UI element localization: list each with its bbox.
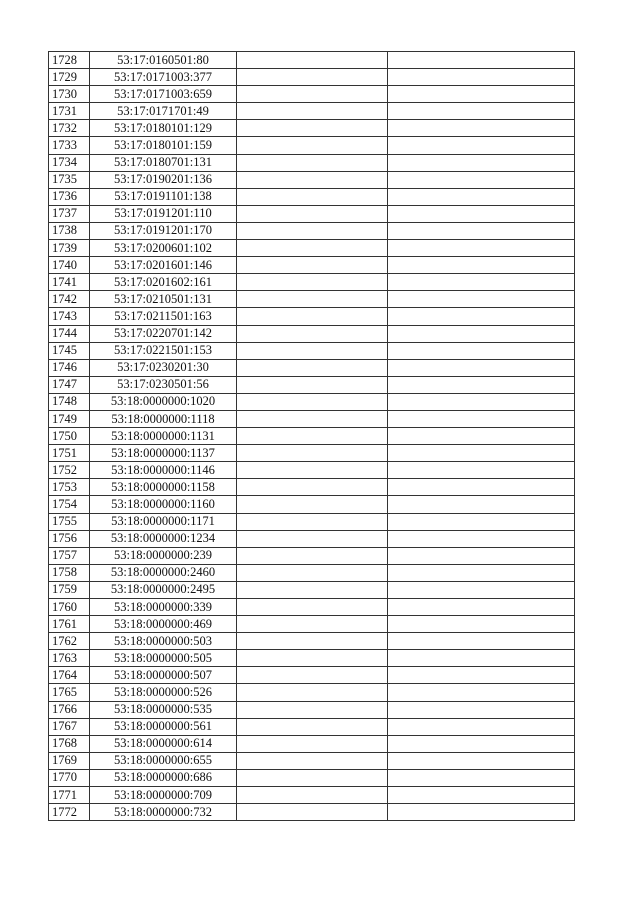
table-row [49, 616, 575, 633]
row-number-cell: 1764 [49, 667, 90, 684]
empty-cell-col3 [237, 599, 388, 616]
cadastral-number-cell: 53:18:0000000:1131 [90, 428, 237, 445]
row-number-cell: 1758 [49, 564, 90, 581]
empty-cell-col4 [388, 359, 575, 376]
empty-cell-col3 [237, 564, 388, 581]
empty-cell-col3 [237, 462, 388, 479]
row-number-cell: 1768 [49, 735, 90, 752]
table-row [49, 325, 575, 342]
cadastral-number-cell: 53:17:0180101:129 [90, 120, 237, 137]
row-number-cell: 1735 [49, 171, 90, 188]
empty-cell-col4 [388, 240, 575, 257]
empty-cell-col4 [388, 616, 575, 633]
empty-cell-col4 [388, 393, 575, 410]
row-number-cell: 1771 [49, 787, 90, 804]
cadastral-number-cell: 53:17:0180101:159 [90, 137, 237, 154]
empty-cell-col4 [388, 752, 575, 769]
row-number-cell: 1748 [49, 393, 90, 410]
table-row [49, 52, 575, 69]
cadastral-number-cell: 53:18:0000000:1146 [90, 462, 237, 479]
row-number-cell: 1750 [49, 428, 90, 445]
empty-cell-col4 [388, 547, 575, 564]
table-row [49, 410, 575, 427]
empty-cell-col4 [388, 137, 575, 154]
empty-cell-col3 [237, 308, 388, 325]
empty-cell-col3 [237, 684, 388, 701]
empty-cell-col3 [237, 616, 388, 633]
row-number-cell: 1749 [49, 410, 90, 427]
empty-cell-col3 [237, 52, 388, 69]
empty-cell-col3 [237, 222, 388, 239]
row-number-cell: 1762 [49, 633, 90, 650]
table-row [49, 701, 575, 718]
row-number-cell: 1737 [49, 205, 90, 222]
empty-cell-col3 [237, 804, 388, 821]
empty-cell-col3 [237, 496, 388, 513]
empty-cell-col4 [388, 103, 575, 120]
empty-cell-col4 [388, 684, 575, 701]
empty-cell-col4 [388, 69, 575, 86]
empty-cell-col3 [237, 376, 388, 393]
table-row [49, 650, 575, 667]
cadastral-number-cell: 53:17:0200601:102 [90, 240, 237, 257]
cadastral-number-cell: 53:17:0191101:138 [90, 188, 237, 205]
empty-cell-col3 [237, 171, 388, 188]
table-row [49, 188, 575, 205]
empty-cell-col4 [388, 496, 575, 513]
empty-cell-col4 [388, 787, 575, 804]
table-row [49, 496, 575, 513]
empty-cell-col4 [388, 188, 575, 205]
empty-cell-col4 [388, 376, 575, 393]
table-row [49, 479, 575, 496]
table-row [49, 752, 575, 769]
empty-cell-col4 [388, 222, 575, 239]
empty-cell-col3 [237, 410, 388, 427]
empty-cell-col3 [237, 342, 388, 359]
table-row [49, 257, 575, 274]
row-number-cell: 1741 [49, 274, 90, 291]
row-number-cell: 1753 [49, 479, 90, 496]
cadastral-number-cell: 53:18:0000000:1171 [90, 513, 237, 530]
cadastral-number-cell: 53:18:0000000:1020 [90, 393, 237, 410]
row-number-cell: 1766 [49, 701, 90, 718]
empty-cell-col3 [237, 513, 388, 530]
row-number-cell: 1739 [49, 240, 90, 257]
empty-cell-col4 [388, 428, 575, 445]
table-row [49, 69, 575, 86]
empty-cell-col4 [388, 410, 575, 427]
table-row [49, 445, 575, 462]
empty-cell-col4 [388, 205, 575, 222]
cadastral-number-cell: 53:17:0191201:170 [90, 222, 237, 239]
empty-cell-col4 [388, 86, 575, 103]
empty-cell-col3 [237, 428, 388, 445]
empty-cell-col3 [237, 752, 388, 769]
empty-cell-col4 [388, 479, 575, 496]
table-row [49, 274, 575, 291]
empty-cell-col4 [388, 718, 575, 735]
cadastral-number-cell: 53:17:0191201:110 [90, 205, 237, 222]
empty-cell-col4 [388, 257, 575, 274]
empty-cell-col4 [388, 462, 575, 479]
row-number-cell: 1729 [49, 69, 90, 86]
empty-cell-col3 [237, 69, 388, 86]
cadastral-table [48, 51, 575, 821]
empty-cell-col3 [237, 359, 388, 376]
row-number-cell: 1732 [49, 120, 90, 137]
table-row [49, 240, 575, 257]
cadastral-number-cell: 53:17:0171003:659 [90, 86, 237, 103]
row-number-cell: 1769 [49, 752, 90, 769]
empty-cell-col3 [237, 393, 388, 410]
row-number-cell: 1756 [49, 530, 90, 547]
table-row [49, 222, 575, 239]
empty-cell-col3 [237, 718, 388, 735]
empty-cell-col4 [388, 667, 575, 684]
cadastral-number-cell: 53:18:0000000:1160 [90, 496, 237, 513]
empty-cell-col3 [237, 667, 388, 684]
cadastral-number-cell: 53:18:0000000:339 [90, 599, 237, 616]
table-row [49, 154, 575, 171]
cadastral-number-cell: 53:17:0210501:131 [90, 291, 237, 308]
table-row [49, 120, 575, 137]
empty-cell-col4 [388, 342, 575, 359]
empty-cell-col3 [237, 274, 388, 291]
row-number-cell: 1752 [49, 462, 90, 479]
cadastral-number-cell: 53:18:0000000:469 [90, 616, 237, 633]
row-number-cell: 1747 [49, 376, 90, 393]
empty-cell-col3 [237, 633, 388, 650]
empty-cell-col3 [237, 325, 388, 342]
empty-cell-col3 [237, 86, 388, 103]
cadastral-number-cell: 53:17:0220701:142 [90, 325, 237, 342]
cadastral-number-cell: 53:18:0000000:1234 [90, 530, 237, 547]
cadastral-number-cell: 53:17:0230501:56 [90, 376, 237, 393]
row-number-cell: 1755 [49, 513, 90, 530]
table-row [49, 308, 575, 325]
empty-cell-col3 [237, 291, 388, 308]
row-number-cell: 1744 [49, 325, 90, 342]
cadastral-number-cell: 53:18:0000000:535 [90, 701, 237, 718]
empty-cell-col4 [388, 735, 575, 752]
table-row [49, 684, 575, 701]
cadastral-number-cell: 53:17:0221501:153 [90, 342, 237, 359]
empty-cell-col3 [237, 154, 388, 171]
empty-cell-col4 [388, 701, 575, 718]
empty-cell-col4 [388, 530, 575, 547]
empty-cell-col3 [237, 120, 388, 137]
row-number-cell: 1754 [49, 496, 90, 513]
empty-cell-col4 [388, 120, 575, 137]
table-row [49, 581, 575, 598]
empty-cell-col3 [237, 581, 388, 598]
table-row [49, 171, 575, 188]
cadastral-number-cell: 53:17:0190201:136 [90, 171, 237, 188]
table-row [49, 735, 575, 752]
empty-cell-col4 [388, 804, 575, 821]
row-number-cell: 1742 [49, 291, 90, 308]
cadastral-number-cell: 53:18:0000000:507 [90, 667, 237, 684]
row-number-cell: 1746 [49, 359, 90, 376]
table-row [49, 376, 575, 393]
empty-cell-col4 [388, 599, 575, 616]
row-number-cell: 1767 [49, 718, 90, 735]
cadastral-number-cell: 53:18:0000000:709 [90, 787, 237, 804]
cadastral-number-cell: 53:18:0000000:655 [90, 752, 237, 769]
cadastral-number-cell: 53:17:0230201:30 [90, 359, 237, 376]
table-row [49, 804, 575, 821]
cadastral-number-cell: 53:18:0000000:1118 [90, 410, 237, 427]
cadastral-number-cell: 53:17:0160501:80 [90, 52, 237, 69]
cadastral-number-cell: 53:18:0000000:614 [90, 735, 237, 752]
cadastral-number-cell: 53:18:0000000:732 [90, 804, 237, 821]
table-row [49, 393, 575, 410]
table-row [49, 137, 575, 154]
table-row [49, 787, 575, 804]
row-number-cell: 1761 [49, 616, 90, 633]
cadastral-number-cell: 53:17:0201601:146 [90, 257, 237, 274]
table-body [49, 52, 575, 821]
cadastral-number-cell: 53:17:0201602:161 [90, 274, 237, 291]
row-number-cell: 1736 [49, 188, 90, 205]
row-number-cell: 1760 [49, 599, 90, 616]
table-row [49, 718, 575, 735]
row-number-cell: 1757 [49, 547, 90, 564]
empty-cell-col4 [388, 581, 575, 598]
table-row [49, 667, 575, 684]
cadastral-number-cell: 53:18:0000000:239 [90, 547, 237, 564]
cadastral-number-cell: 53:17:0171003:377 [90, 69, 237, 86]
table-row [49, 291, 575, 308]
row-number-cell: 1734 [49, 154, 90, 171]
empty-cell-col3 [237, 103, 388, 120]
empty-cell-col3 [237, 530, 388, 547]
table-row [49, 564, 575, 581]
table-row [49, 633, 575, 650]
empty-cell-col4 [388, 445, 575, 462]
cadastral-number-cell: 53:18:0000000:526 [90, 684, 237, 701]
empty-cell-col3 [237, 240, 388, 257]
row-number-cell: 1731 [49, 103, 90, 120]
row-number-cell: 1745 [49, 342, 90, 359]
empty-cell-col4 [388, 325, 575, 342]
cadastral-number-cell: 53:18:0000000:503 [90, 633, 237, 650]
empty-cell-col4 [388, 171, 575, 188]
row-number-cell: 1743 [49, 308, 90, 325]
empty-cell-col3 [237, 650, 388, 667]
empty-cell-col4 [388, 52, 575, 69]
empty-cell-col3 [237, 205, 388, 222]
table-row [49, 86, 575, 103]
empty-cell-col3 [237, 137, 388, 154]
table-row [49, 359, 575, 376]
empty-cell-col3 [237, 769, 388, 786]
row-number-cell: 1772 [49, 804, 90, 821]
cadastral-number-cell: 53:18:0000000:1158 [90, 479, 237, 496]
empty-cell-col4 [388, 308, 575, 325]
empty-cell-col3 [237, 445, 388, 462]
empty-cell-col4 [388, 564, 575, 581]
table-row [49, 513, 575, 530]
empty-cell-col3 [237, 547, 388, 564]
row-number-cell: 1740 [49, 257, 90, 274]
table-row [49, 342, 575, 359]
table-row [49, 530, 575, 547]
empty-cell-col4 [388, 274, 575, 291]
cadastral-number-cell: 53:18:0000000:505 [90, 650, 237, 667]
table-row [49, 769, 575, 786]
empty-cell-col3 [237, 701, 388, 718]
row-number-cell: 1730 [49, 86, 90, 103]
empty-cell-col3 [237, 735, 388, 752]
table-row [49, 462, 575, 479]
row-number-cell: 1738 [49, 222, 90, 239]
cadastral-number-cell: 53:18:0000000:1137 [90, 445, 237, 462]
empty-cell-col4 [388, 154, 575, 171]
cadastral-number-cell: 53:18:0000000:2460 [90, 564, 237, 581]
empty-cell-col4 [388, 650, 575, 667]
empty-cell-col4 [388, 769, 575, 786]
table-row [49, 547, 575, 564]
row-number-cell: 1763 [49, 650, 90, 667]
empty-cell-col3 [237, 479, 388, 496]
empty-cell-col4 [388, 513, 575, 530]
empty-cell-col4 [388, 291, 575, 308]
row-number-cell: 1728 [49, 52, 90, 69]
cadastral-number-cell: 53:18:0000000:686 [90, 769, 237, 786]
cadastral-number-cell: 53:17:0211501:163 [90, 308, 237, 325]
row-number-cell: 1759 [49, 581, 90, 598]
row-number-cell: 1751 [49, 445, 90, 462]
table-row [49, 205, 575, 222]
row-number-cell: 1733 [49, 137, 90, 154]
row-number-cell: 1770 [49, 769, 90, 786]
table-row [49, 599, 575, 616]
empty-cell-col3 [237, 257, 388, 274]
row-number-cell: 1765 [49, 684, 90, 701]
cadastral-number-cell: 53:18:0000000:2495 [90, 581, 237, 598]
table-row [49, 103, 575, 120]
empty-cell-col3 [237, 188, 388, 205]
cadastral-number-cell: 53:18:0000000:561 [90, 718, 237, 735]
cadastral-number-cell: 53:17:0171701:49 [90, 103, 237, 120]
cadastral-number-cell: 53:17:0180701:131 [90, 154, 237, 171]
table-row [49, 428, 575, 445]
empty-cell-col4 [388, 633, 575, 650]
empty-cell-col3 [237, 787, 388, 804]
